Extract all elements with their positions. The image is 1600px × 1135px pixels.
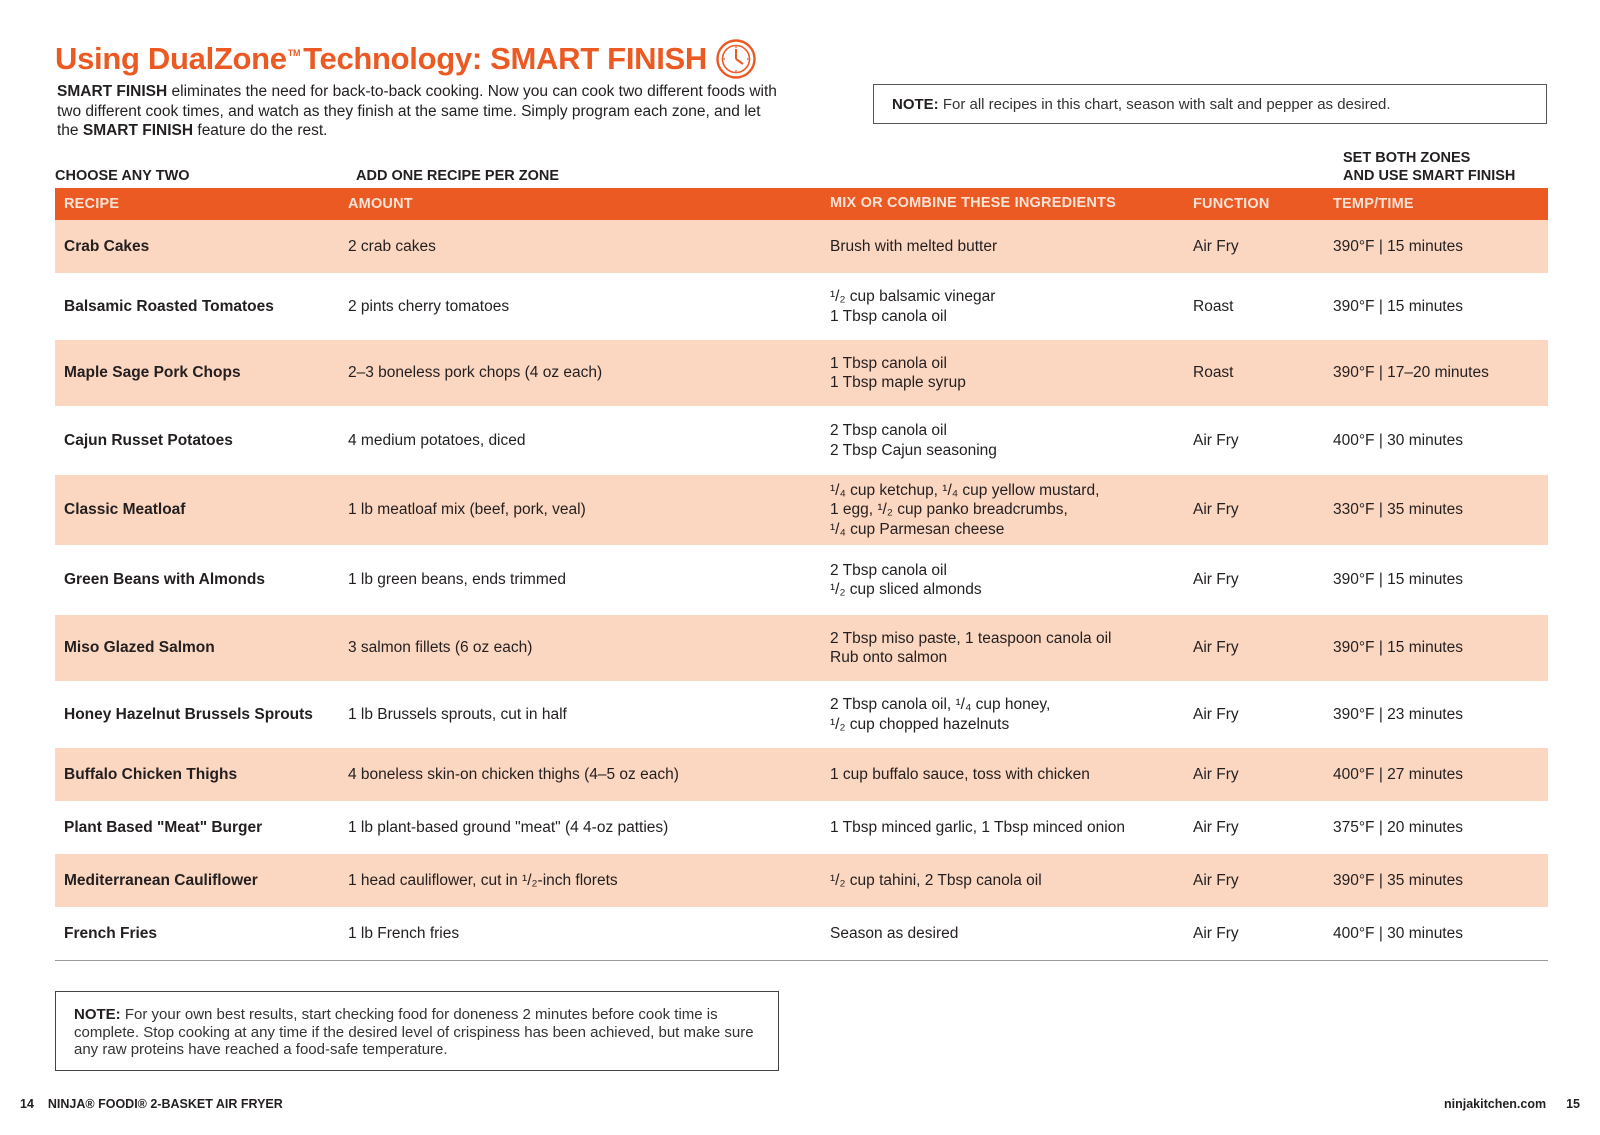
function-cell: Air Fry xyxy=(1193,237,1239,255)
note-bottom xyxy=(55,991,779,1071)
temp-time-cell: 390°F | 15 minutes xyxy=(1333,571,1463,588)
intro-paragraph xyxy=(57,82,777,141)
section-set-line2: AND USE SMART FINISH xyxy=(1343,168,1516,184)
ingredients-cell xyxy=(830,871,1193,891)
page-number-right: 15 xyxy=(1566,1097,1580,1111)
recipe-name: Cajun Russet Potatoes xyxy=(64,431,233,449)
amount-cell: 2 crab cakes xyxy=(348,237,436,255)
function-cell: Air Fry xyxy=(1193,818,1239,836)
temp-time-cell: 400°F | 27 minutes xyxy=(1333,765,1463,783)
note-top-text: For all recipes in this chart, season with salt and pepper as desired. xyxy=(938,96,1391,113)
amount-cell: 3 salmon fillets (6 oz each) xyxy=(348,639,533,656)
recipe-name: Miso Glazed Salmon xyxy=(64,639,215,656)
temp-time-cell: 390°F | 15 minutes xyxy=(1333,639,1463,656)
function-cell: Air Fry xyxy=(1193,571,1239,588)
header-amount: AMOUNT xyxy=(348,196,413,212)
table-row xyxy=(55,907,1548,960)
ingredient-line: Season as desired xyxy=(830,924,959,942)
intro-lead: SMART FINISH xyxy=(57,83,168,100)
table-row xyxy=(55,475,1548,545)
intro-text1: eliminates the need for back-to-back cooking. Now you can cook two different foods with two different cook times, and watch as they finish at the same time. Simply program each zone, and let the xyxy=(57,83,777,139)
recipe-name: French Fries xyxy=(64,924,158,942)
ingredient-line: ¹/₂ cup tahini, 2 Tbsp canola oil xyxy=(830,871,1042,889)
ingredient-line: ¹/₂ cup balsamic vinegar xyxy=(830,288,996,305)
table-row xyxy=(55,854,1548,907)
function-cell: Air Fry xyxy=(1193,924,1239,942)
trademark-mark: TM xyxy=(287,48,301,58)
amount-cell: 1 lb meatloaf mix (beef, pork, veal) xyxy=(348,501,586,518)
header-ingredients: MIX OR COMBINE THESE INGREDIENTS xyxy=(830,195,1116,212)
table-row xyxy=(55,273,1548,340)
function-cell: Roast xyxy=(1193,297,1234,315)
ingredient-line: Rub onto salmon xyxy=(830,649,948,666)
ingredient-line: 1 Tbsp maple syrup xyxy=(830,374,966,391)
amount-cell: 2–3 boneless pork chops (4 oz each) xyxy=(348,364,603,381)
ingredients-cell xyxy=(830,421,1193,460)
amount-cell: 1 lb green beans, ends trimmed xyxy=(348,571,566,588)
ingredient-line: 2 Tbsp Cajun seasoning xyxy=(830,441,997,459)
table-row xyxy=(55,340,1548,406)
recipe-table xyxy=(55,188,1548,961)
clock-icon xyxy=(715,38,757,80)
temp-time-cell: 400°F | 30 minutes xyxy=(1333,924,1463,942)
table-row xyxy=(55,406,1548,475)
page-number-left: 14 xyxy=(20,1097,34,1111)
recipe-name: Mediterranean Cauliflower xyxy=(64,871,258,889)
ingredient-line: ¹/₂ cup chopped hazelnuts xyxy=(830,715,1010,733)
temp-time-cell: 390°F | 23 minutes xyxy=(1333,705,1463,723)
amount-cell: 4 boneless skin-on chicken thighs (4–5 oz each) xyxy=(348,765,679,783)
ingredients-cell xyxy=(830,924,1193,944)
amount-cell: 1 lb French fries xyxy=(348,924,460,942)
ingredient-line: ¹/₄ cup ketchup, ¹/₄ cup yellow mustard, xyxy=(830,481,1100,499)
note-bottom-label: NOTE: xyxy=(74,1006,121,1023)
recipe-name: Classic Meatloaf xyxy=(64,501,186,518)
recipe-name: Buffalo Chicken Thighs xyxy=(64,765,238,783)
footer-website: ninjakitchen.com xyxy=(1443,1097,1547,1111)
function-cell: Air Fry xyxy=(1193,705,1239,723)
note-top-label: NOTE: xyxy=(892,96,939,113)
table-body xyxy=(55,220,1548,960)
ingredients-cell xyxy=(830,765,1193,785)
amount-cell: 1 lb Brussels sprouts, cut in half xyxy=(348,705,567,723)
recipe-name: Plant Based "Meat" Burger xyxy=(64,818,263,836)
ingredients-cell xyxy=(830,629,1193,668)
amount-cell: 1 lb plant-based ground "meat" (4 4-oz patties) xyxy=(348,818,669,836)
section-choose: CHOOSE ANY TWO xyxy=(55,168,190,184)
recipe-name: Maple Sage Pork Chops xyxy=(64,364,241,381)
amount-cell: 1 head cauliflower, cut in ¹/₂-inch florets xyxy=(348,871,618,889)
ingredient-line: 1 cup buffalo sauce, toss with chicken xyxy=(830,765,1090,783)
ingredient-line: 1 Tbsp canola oil xyxy=(830,354,947,372)
temp-time-cell: 390°F | 15 minutes xyxy=(1333,297,1463,315)
title-part2: Technology: SMART FINISH xyxy=(303,41,707,76)
function-cell: Air Fry xyxy=(1193,501,1239,518)
function-cell: Air Fry xyxy=(1193,639,1239,656)
ingredients-cell xyxy=(830,695,1193,734)
recipe-name: Green Beans with Almonds xyxy=(64,571,265,588)
recipe-name: Balsamic Roasted Tomatoes xyxy=(64,297,274,315)
table-row xyxy=(55,615,1548,681)
ingredient-line: 1 Tbsp minced garlic, 1 Tbsp minced onion xyxy=(830,818,1125,836)
ingredient-line: 2 Tbsp miso paste, 1 teaspoon canola oil xyxy=(830,629,1112,647)
ingredients-cell xyxy=(830,481,1193,540)
note-bottom-text: For your own best results, start checking food for doneness 2 minutes before cook time is complete. Stop cooking at any time if the desired level of crispiness has been achieved, but make sure any raw proteins have reached a food-safe temperature. xyxy=(74,1006,754,1058)
function-cell: Air Fry xyxy=(1193,871,1239,889)
table-row xyxy=(55,220,1548,273)
header-temp-time: TEMP/TIME xyxy=(1333,196,1414,212)
temp-time-cell: 400°F | 30 minutes xyxy=(1333,431,1463,449)
footer-product-name: NINJA® FOODI® 2-BASKET AIR FRYER xyxy=(47,1097,283,1111)
footer-right xyxy=(1444,1097,1580,1111)
header-recipe: RECIPE xyxy=(64,196,120,212)
recipe-name: Crab Cakes xyxy=(64,237,150,255)
temp-time-cell: 375°F | 20 minutes xyxy=(1333,818,1463,836)
temp-time-cell: 390°F | 17–20 minutes xyxy=(1333,364,1489,381)
title-part1: Using DualZone xyxy=(55,41,287,76)
ingredient-line: ¹/₄ cup Parmesan cheese xyxy=(830,520,1005,538)
intro-bold2: SMART FINISH xyxy=(82,122,194,139)
temp-time-cell: 330°F | 35 minutes xyxy=(1333,501,1463,518)
table-row xyxy=(55,681,1548,748)
ingredient-line: ¹/₂ cup sliced almonds xyxy=(830,581,982,598)
footer-left xyxy=(20,1097,283,1111)
table-header xyxy=(55,188,1548,220)
table-row xyxy=(55,545,1548,615)
temp-time-cell: 390°F | 35 minutes xyxy=(1333,871,1463,889)
ingredient-line: Brush with melted butter xyxy=(830,237,998,255)
header-function: FUNCTION xyxy=(1193,196,1270,212)
function-cell: Air Fry xyxy=(1193,765,1239,783)
function-cell: Roast xyxy=(1193,364,1234,381)
amount-cell: 2 pints cherry tomatoes xyxy=(348,297,510,315)
intro-text2: feature do the rest. xyxy=(193,122,328,139)
ingredient-line: 1 egg, ¹/₂ cup panko breadcrumbs, xyxy=(830,501,1068,519)
page-title xyxy=(55,38,757,80)
note-top xyxy=(873,84,1547,124)
amount-cell: 4 medium potatoes, diced xyxy=(348,431,526,449)
section-add: ADD ONE RECIPE PER ZONE xyxy=(356,168,560,184)
table-row xyxy=(55,748,1548,801)
temp-time-cell: 390°F | 15 minutes xyxy=(1333,237,1463,255)
ingredients-cell xyxy=(830,237,1193,257)
ingredient-line: 1 Tbsp canola oil xyxy=(830,307,947,325)
recipe-name: Honey Hazelnut Brussels Sprouts xyxy=(64,705,313,723)
function-cell: Air Fry xyxy=(1193,431,1239,449)
ingredients-cell xyxy=(830,561,1193,600)
ingredient-line: 2 Tbsp canola oil xyxy=(830,422,947,439)
ingredients-cell xyxy=(830,287,1193,326)
ingredients-cell xyxy=(830,354,1193,393)
ingredient-line: 2 Tbsp canola oil xyxy=(830,561,947,579)
table-row xyxy=(55,801,1548,854)
ingredient-line: 2 Tbsp canola oil, ¹/₄ cup honey, xyxy=(830,696,1051,713)
table-bottom-rule xyxy=(55,960,1548,961)
ingredients-cell xyxy=(830,818,1193,838)
section-set-line1: SET BOTH ZONES xyxy=(1343,150,1471,166)
section-set xyxy=(1343,149,1515,185)
